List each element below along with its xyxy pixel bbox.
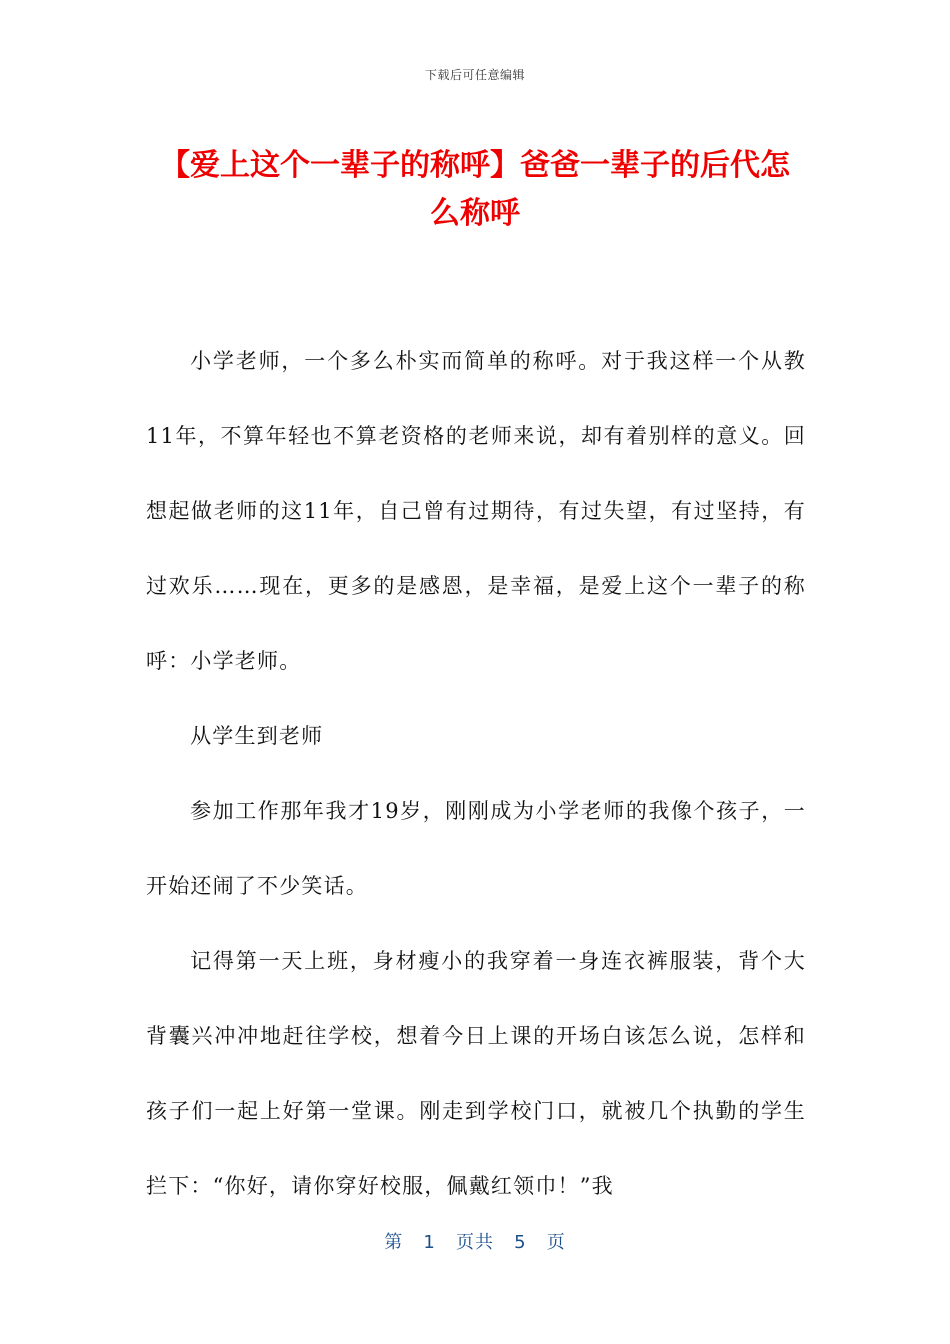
section-heading: 从学生到老师: [190, 724, 324, 748]
paragraph-start-work: 参加工作那年我才19岁，刚刚成为小学老师的我像个孩子，一开始还闹了不少笑话。: [146, 799, 806, 898]
document-title: 【爱上这个一辈子的称呼】爸爸一辈子的后代怎么称呼: [160, 148, 790, 231]
page-number-footer: [0, 1228, 950, 1254]
document-body: [146, 324, 806, 1224]
page-prefix: 第: [384, 1232, 404, 1253]
page-header-note: 下载后可任意编辑: [424, 68, 525, 82]
paragraph-intro: 小学老师，一个多么朴实而简单的称呼。对于我这样一个从教11年，不算年轻也不算老资格的老师来说，却有着别样的意义。回想起做老师的这11年，自己曾有过期待，有过失望，有过坚持，有过欢乐……现在，更多的是感恩，是幸福，是爱上这个一辈子的称呼：小学老师。: [146, 349, 806, 673]
page-total: 5: [514, 1232, 527, 1253]
page-current: 1: [423, 1232, 436, 1253]
page-middle: 页共: [456, 1232, 494, 1253]
paragraph-first-day: 记得第一天上班，身材瘦小的我穿着一身连衣裤服装，背个大背囊兴冲冲地赶往学校，想着今日上课的开场白该怎么说，怎样和孩子们一起上好第一堂课。刚走到学校门口，就被几个执勤的学生拦下：“你好，请你穿好校服，佩戴红领巾！”我: [146, 949, 806, 1198]
page-suffix: 页: [546, 1232, 566, 1253]
